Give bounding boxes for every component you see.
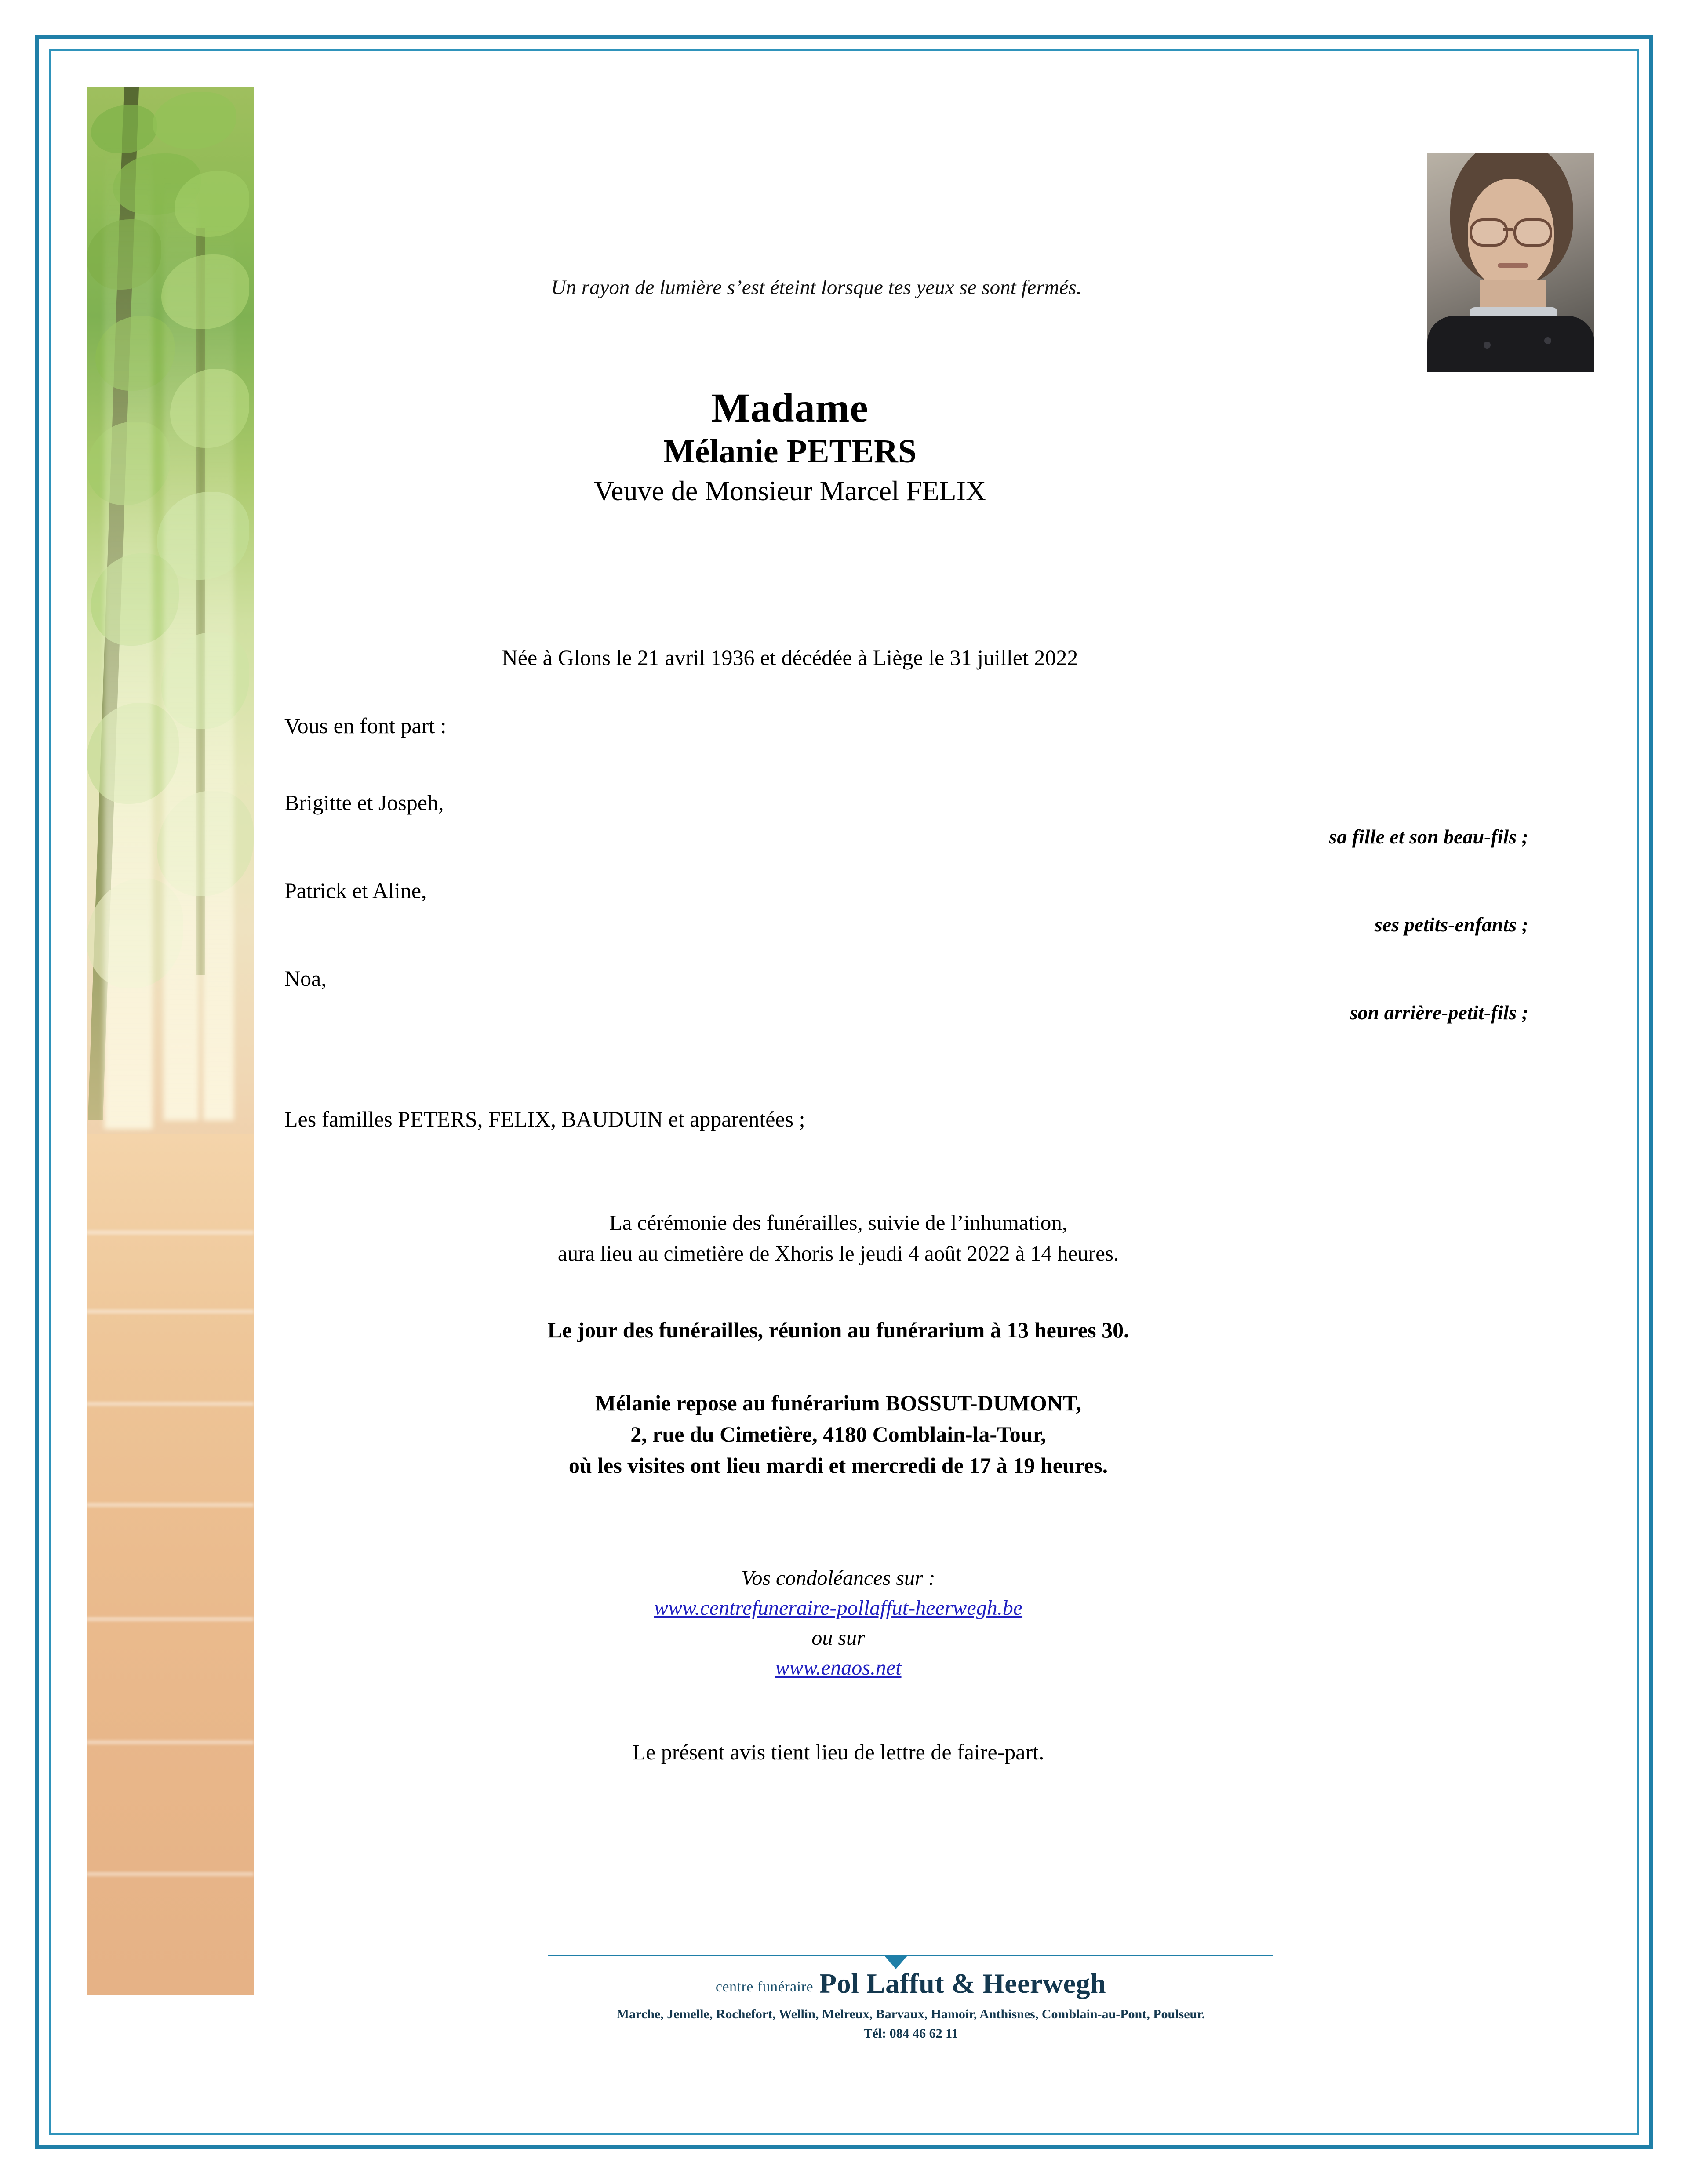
deceased-honorific: Madame (711, 385, 869, 431)
deceased-portrait-photo (1427, 153, 1594, 372)
ceremony-details (289, 1207, 1388, 1268)
funerarium-line-2: 2, rue du Cimetière, 4180 Comblain-la-Tour, (630, 1422, 1046, 1446)
portrait-button (1484, 342, 1491, 349)
condolences-link-secondary[interactable]: www.enaos.net (775, 1656, 902, 1680)
closing-line: Le présent avis tient lieu de lettre de faire-part. (632, 1740, 1044, 1764)
water-ripple-shape (87, 1740, 254, 1744)
condolences-link-primary[interactable]: www.centrefuneraire-pollaffut-heerwegh.be (654, 1596, 1023, 1620)
list-item (284, 966, 1603, 1054)
portrait-eyeglass-bridge (1503, 228, 1513, 231)
foliage-shape (153, 92, 236, 149)
forest-sunbeam-photo (87, 87, 254, 1995)
triangle-logo-icon (884, 1956, 907, 1969)
water-ripple-shape (87, 1872, 254, 1876)
portrait-mouth (1498, 263, 1528, 268)
relatives-list (284, 790, 1603, 1054)
families-line: Les familles PETERS, FELIX, BAUDUIN et apparentées ; (284, 1107, 805, 1131)
list-item (284, 790, 1603, 878)
condolences-intro: Vos condoléances sur : (741, 1566, 935, 1590)
sunbeam-shape (203, 219, 234, 1120)
water-ripple-shape (87, 1230, 254, 1235)
sunbeam-shape (104, 140, 153, 1129)
brand-logo (548, 1967, 1273, 2000)
deceased-name: Mélanie PETERS (663, 433, 917, 470)
portrait-clothing (1427, 316, 1594, 372)
relative-role: sa fille et son beau-fils ; (1329, 825, 1528, 848)
ceremony-line-2: aura lieu au cimetière de Xhoris le jeudi 4 août 2022 à 14 heures. (557, 1241, 1119, 1265)
memorial-quote: Un rayon de lumière s’est éteint lorsque tes yeux se sont fermés. (551, 276, 1082, 299)
relative-names: Noa, (284, 966, 327, 991)
condolences-block (289, 1563, 1388, 1683)
water-ripple-shape (87, 1503, 254, 1507)
water-reflection-shape (87, 1134, 254, 1995)
portrait-eyeglass-right (1513, 218, 1552, 247)
brand-subtitle: centre funéraire (715, 1979, 814, 1995)
funerarium-line-1: Mélanie repose au funérarium BOSSUT-DUMONT, (595, 1391, 1082, 1415)
water-ripple-shape (87, 1309, 254, 1314)
water-ripple-shape (87, 1617, 254, 1621)
deceased-name-block (289, 385, 1291, 510)
announcement-intro: Vous en font part : (284, 713, 447, 738)
footer (548, 1955, 1273, 2041)
condolences-between: ou sur (811, 1626, 865, 1650)
footer-towns: Marche, Jemelle, Rochefort, Wellin, Melreux, Barvaux, Hamoir, Anthisnes, Comblain-au-Pont, Poulseur. (616, 2007, 1205, 2021)
portrait-button (1544, 337, 1551, 344)
water-ripple-shape (87, 1402, 254, 1406)
footer-divider (548, 1955, 1273, 1956)
relative-role: son arrière-petit-fils ; (1350, 1001, 1528, 1024)
footer-phone: Tél: 084 46 62 11 (863, 2026, 958, 2041)
portrait-eyeglass-left (1470, 218, 1508, 247)
deceased-spouse-line: Veuve de Monsieur Marcel FELIX (593, 475, 986, 506)
list-item (284, 878, 1603, 966)
relative-names: Brigitte et Jospeh, (284, 790, 444, 815)
funerarium-details (289, 1388, 1388, 1481)
funerarium-line-3: où les visites ont lieu mardi et mercredi de 17 à 19 heures. (568, 1453, 1108, 1478)
reunion-line: Le jour des funérailles, réunion au funérarium à 13 heures 30. (547, 1318, 1129, 1342)
brand-title: Pol Laffut & Heerwegh (819, 1968, 1106, 1999)
announcement-content (51, 51, 1637, 2133)
ceremony-line-1: La cérémonie des funérailles, suivie de l’inhumation, (609, 1210, 1068, 1235)
relative-names: Patrick et Aline, (284, 878, 427, 903)
relative-role: ses petits-enfants ; (1374, 913, 1528, 936)
sunbeam-shape (164, 175, 199, 1120)
birth-death-line: Née à Glons le 21 avril 1936 et décédée à Liège le 31 juillet 2022 (502, 645, 1078, 670)
